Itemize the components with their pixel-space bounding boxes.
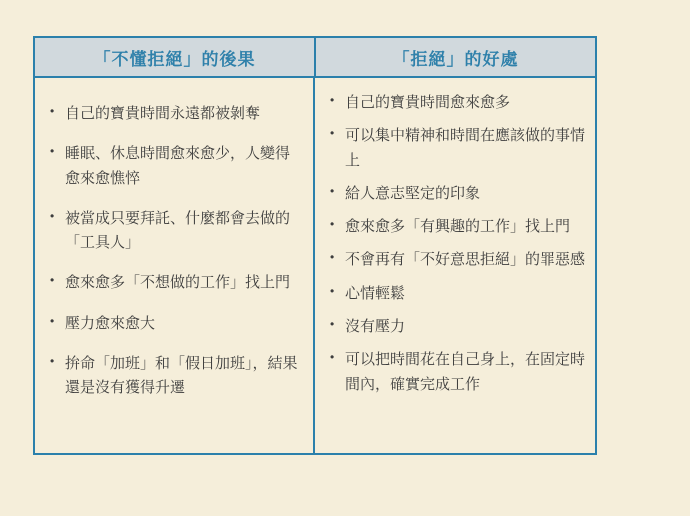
table-header-row (35, 38, 595, 78)
list-item (328, 348, 585, 397)
bullet-icon: • (50, 104, 55, 118)
bullet-icon: • (50, 313, 55, 328)
bullet-icon: • (330, 126, 335, 141)
list-item-text: 不會再有「不好意思拒絕」的罪惡感 (345, 251, 586, 269)
list-item-text: 愈來愈多「有興趣的工作」找上門 (345, 218, 571, 236)
benefits-list (328, 91, 585, 397)
list-item (48, 207, 303, 256)
bullet-icon: • (330, 283, 335, 298)
list-item (328, 182, 585, 206)
header-benefits: 「拒絕」的好處 (392, 49, 519, 69)
list-item (328, 282, 585, 306)
list-item (48, 102, 303, 126)
bullet-icon: • (50, 208, 55, 223)
list-item-text: 可以集中精神和時間在應該做的事情上 (345, 127, 586, 169)
benefits-cell (315, 78, 595, 453)
list-item (48, 312, 303, 336)
bullet-icon: • (50, 273, 55, 288)
list-item-text: 自己的寶貴時間永遠都被剝奪 (65, 105, 261, 122)
list-item (328, 91, 585, 115)
list-item-text: 可以把時間花在自己身上，在固定時間內，確實完成工作 (345, 351, 586, 393)
list-item (48, 352, 303, 401)
list-item-text: 拚命「加班」和「假日加班」，結果還是沒有獲得升遷 (65, 355, 298, 397)
list-item-text: 沒有壓力 (345, 318, 406, 336)
comparison-table (33, 36, 597, 455)
header-consequences: 「不懂拒絕」的後果 (35, 38, 316, 76)
bullet-icon: • (330, 217, 335, 232)
list-item (328, 215, 585, 239)
list-item-text: 自己的寶貴時間愈來愈多 (345, 94, 511, 111)
list-item (48, 142, 303, 191)
list-item-text: 被當成只要拜託、什麼都會去做的「工具人」 (65, 209, 291, 252)
list-item-text: 心情輕鬆 (345, 284, 406, 302)
bullet-icon: • (330, 250, 335, 265)
list-item (328, 315, 585, 339)
list-item (328, 124, 585, 173)
consequences-list (48, 102, 303, 401)
bullet-icon: • (50, 354, 55, 369)
table-body-row (35, 78, 595, 453)
consequences-cell (35, 78, 315, 453)
bullet-icon: • (50, 144, 55, 159)
bullet-icon: • (330, 93, 335, 107)
list-item (328, 248, 585, 272)
bullet-icon: • (330, 317, 335, 332)
bullet-icon: • (330, 350, 335, 365)
list-item-text: 愈來愈多「不想做的工作」找上門 (65, 274, 291, 292)
bullet-icon: • (330, 183, 335, 198)
list-item (48, 271, 303, 295)
list-item-text: 睡眠、休息時間愈來愈少，人變得愈來愈憔悴 (65, 145, 291, 187)
list-item-text: 給人意志堅定的印象 (345, 184, 481, 202)
list-item-text: 壓力愈來愈大 (65, 314, 156, 332)
